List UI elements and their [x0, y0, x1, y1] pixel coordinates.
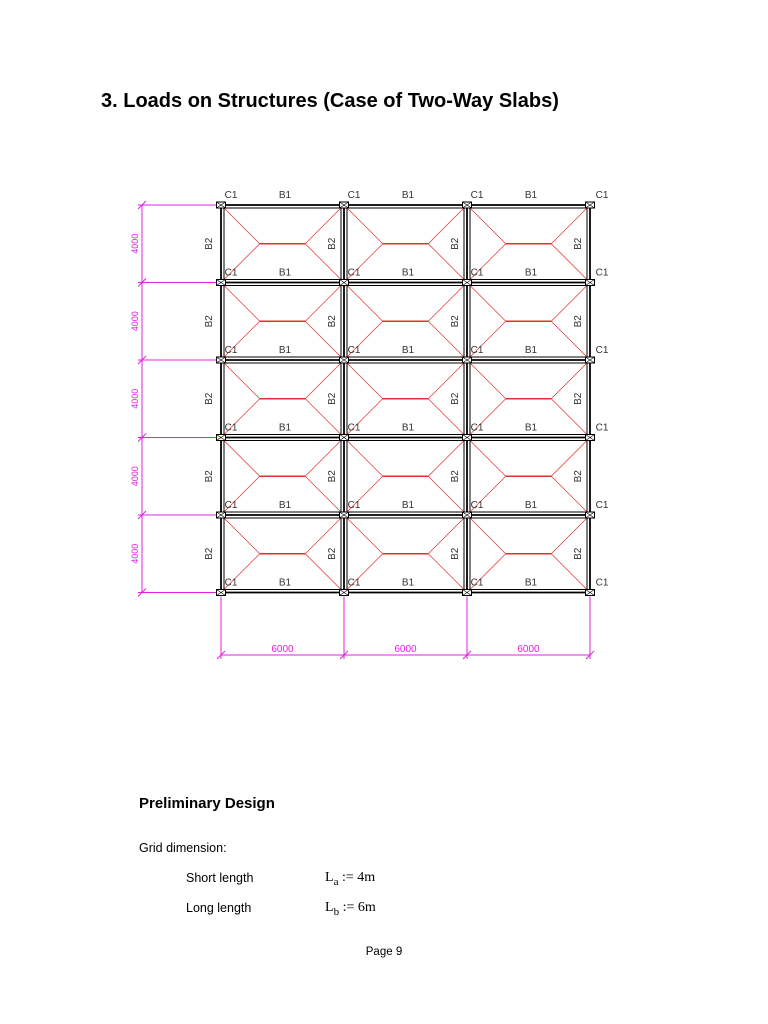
- column-label: C1: [470, 422, 484, 434]
- column-label: C1: [595, 267, 609, 279]
- yield-line-diagonal: [470, 518, 506, 554]
- dimension-label-horizontal: 6000: [271, 644, 294, 655]
- beam-label-b2: B2: [327, 237, 338, 250]
- column-label: C1: [347, 190, 361, 201]
- dimension-label-horizontal: 6000: [517, 644, 540, 655]
- yield-line-diagonal: [224, 286, 260, 322]
- dimension-label-vertical: 4000: [130, 543, 140, 564]
- beam-label-b1: B1: [524, 500, 538, 511]
- beam-label-b2: B2: [450, 392, 461, 405]
- beam-label-b1: B1: [278, 500, 292, 511]
- beam-label-b1: B1: [524, 577, 538, 589]
- beam-label-b2: B2: [573, 237, 584, 250]
- yield-line-diagonal: [347, 286, 383, 322]
- yield-line-diagonal: [470, 286, 506, 322]
- column-label: C1: [595, 190, 609, 201]
- short-length-symbol: L: [325, 870, 334, 885]
- beam-label-b1: B1: [524, 267, 538, 279]
- column-label: C1: [224, 267, 238, 279]
- yield-line-diagonal: [470, 363, 506, 399]
- yield-line-diagonal: [224, 363, 260, 399]
- beam-label-b1: B1: [278, 422, 292, 434]
- beam-label-b1: B1: [278, 267, 292, 279]
- yield-line-diagonal: [470, 441, 506, 477]
- beam-label-b1: B1: [401, 190, 415, 201]
- beam-label-b1: B1: [401, 577, 415, 589]
- dimension-label-vertical: 4000: [130, 233, 140, 254]
- column-label: C1: [470, 500, 484, 511]
- column-label: C1: [224, 500, 238, 511]
- beam-label-b2: B2: [450, 315, 461, 328]
- yield-line-diagonal: [347, 518, 383, 554]
- beam-label-b1: B1: [401, 345, 415, 356]
- beam-label-b2: B2: [204, 547, 215, 560]
- dimension-label-vertical: 4000: [130, 388, 140, 409]
- short-length-value: := 4m: [338, 870, 376, 885]
- page-title: 3. Loads on Structures (Case of Two-Way Slabs): [101, 90, 559, 112]
- beam-label-b1: B1: [278, 577, 292, 589]
- dimension-label-vertical: 4000: [130, 466, 140, 487]
- column-label: C1: [595, 422, 609, 434]
- beam-label-b2: B2: [327, 547, 338, 560]
- long-length-label: Long length: [186, 901, 252, 915]
- yield-line-diagonal: [347, 208, 383, 244]
- yield-line-diagonal: [470, 208, 506, 244]
- beam-label-b2: B2: [327, 315, 338, 328]
- beam-label-b1: B1: [401, 422, 415, 434]
- column-label: C1: [470, 577, 484, 589]
- short-length-subscript: a: [333, 876, 339, 888]
- beam-label-b2: B2: [450, 470, 461, 483]
- beam-label-b1: B1: [278, 345, 292, 356]
- column-label: C1: [347, 577, 361, 589]
- column-label: C1: [224, 422, 238, 434]
- column-label: C1: [595, 577, 609, 589]
- beam-label-b2: B2: [573, 547, 584, 560]
- beam-label-b2: B2: [450, 237, 461, 250]
- column-label: C1: [470, 190, 484, 201]
- long-length-symbol: L: [325, 900, 334, 915]
- yield-line-diagonal: [347, 363, 383, 399]
- beam-label-b1: B1: [524, 422, 538, 434]
- short-length-formula: [325, 870, 375, 888]
- column-label: C1: [347, 267, 361, 279]
- column-label: C1: [470, 267, 484, 279]
- column-label: C1: [595, 345, 609, 356]
- column-label: C1: [347, 422, 361, 434]
- yield-line-diagonal: [224, 441, 260, 477]
- short-length-label: Short length: [186, 871, 254, 885]
- column-label: C1: [347, 500, 361, 511]
- beam-label-b2: B2: [327, 392, 338, 405]
- beam-label-b1: B1: [524, 345, 538, 356]
- column-label: C1: [470, 345, 484, 356]
- beam-label-b2: B2: [204, 470, 215, 483]
- beam-label-b2: B2: [573, 470, 584, 483]
- floor-plan-drawing: [120, 180, 620, 670]
- yield-line-diagonal: [224, 208, 260, 244]
- beam-label-b2: B2: [204, 237, 215, 250]
- page-number: Page 9: [365, 946, 403, 958]
- column-label: C1: [224, 190, 238, 201]
- beam-label-b1: B1: [278, 190, 292, 201]
- dimension-label-vertical: 4000: [130, 311, 140, 332]
- section-heading: Preliminary Design: [139, 795, 275, 812]
- yield-line-diagonal: [224, 518, 260, 554]
- beam-label-b1: B1: [524, 190, 538, 201]
- beam-label-b2: B2: [450, 547, 461, 560]
- long-length-value: := 6m: [339, 900, 376, 915]
- member-labels: [204, 190, 609, 589]
- beam-label-b1: B1: [401, 267, 415, 279]
- long-length-formula: [325, 900, 376, 918]
- grid-dimension-label: Grid dimension:: [139, 841, 227, 855]
- beam-label-b2: B2: [573, 315, 584, 328]
- column-label: C1: [595, 500, 609, 511]
- slab-panels: [224, 208, 587, 590]
- beam-label-b2: B2: [573, 392, 584, 405]
- beam-label-b2: B2: [204, 392, 215, 405]
- column-label: C1: [224, 577, 238, 589]
- beam-label-b2: B2: [327, 470, 338, 483]
- dimension-label-horizontal: 6000: [394, 644, 417, 655]
- beam-label-b2: B2: [204, 315, 215, 328]
- beam-label-b1: B1: [401, 500, 415, 511]
- yield-line-diagonal: [347, 441, 383, 477]
- long-length-subscript: b: [333, 906, 340, 918]
- column-label: C1: [224, 345, 238, 356]
- column-label: C1: [347, 345, 361, 356]
